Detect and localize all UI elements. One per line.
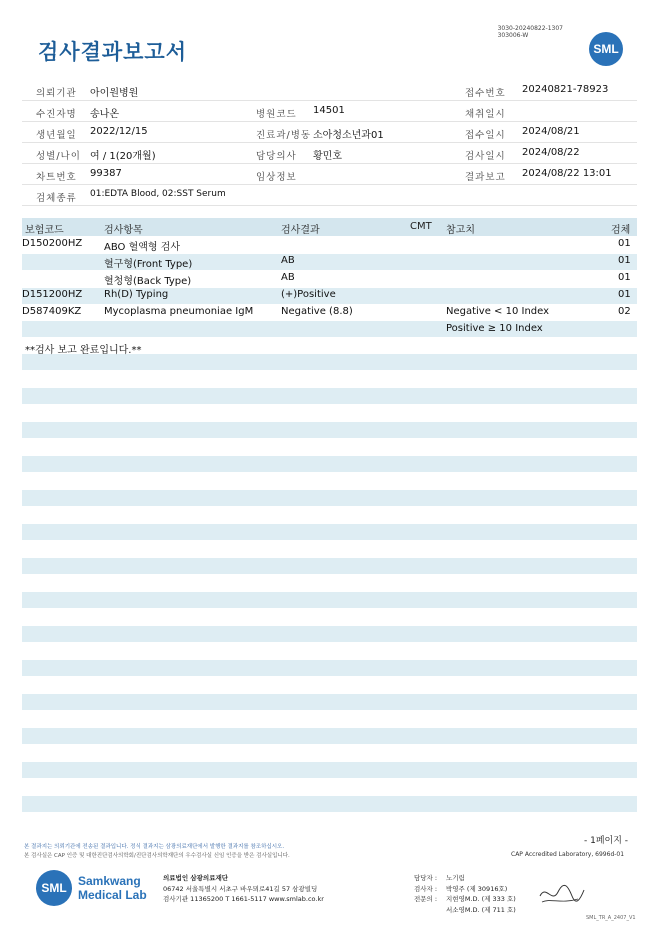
staff-list	[414, 873, 516, 915]
disclaimer-note: 본 결과지는 의뢰기관에 전송된 결과입니다. 정식 결과지는 삼광의료재단에서 발행한 결과지를 참조하십시오.	[24, 844, 285, 850]
cap-accreditation: CAP Accredited Laboratory, 6996d-01	[511, 851, 625, 858]
table-stripe	[22, 490, 637, 506]
signature-image	[538, 882, 586, 906]
table-stripe	[22, 626, 637, 642]
table-stripe	[22, 321, 637, 337]
staff-row: 서소영M.D. (제 711 호)	[446, 905, 516, 914]
table-stripe	[22, 796, 637, 812]
staff-row: 전문의 : 지현영M.D. (제 333 호)	[414, 895, 516, 903]
page-number: - 1페이지 -	[584, 836, 629, 846]
info-row-patient: 수진자명 송나온 병원코드 14501 채취일시	[22, 101, 637, 122]
sml-logo: SML	[589, 32, 623, 66]
sml-logo-footer: SML	[36, 870, 72, 906]
table-stripe	[22, 524, 637, 540]
info-row-birth: 생년월일 2022/12/15 진료과/병동 소아청소년과01 접수일시 2024/08/21	[22, 122, 637, 143]
organization-address: 의료법인 삼광의료재단 06742 서울특별시 서초구 바우뫼로41길 57 삼광빌딩 검사기관 11365200 T 1661-5117 www.smlab.co.kr	[163, 874, 324, 903]
table-stripe	[22, 354, 637, 370]
table-stripe	[22, 762, 637, 778]
results-table-header: 보험코드 검사항목 검사결과 CMT 참고치 검체	[22, 218, 637, 236]
table-stripe	[22, 558, 637, 574]
info-row-institution: 의뢰기관 아이원병원 접수번호 20240821-78923	[22, 80, 637, 101]
staff-row: 담당자 : 노기림	[414, 874, 465, 882]
info-row-sex-age: 성별/나이 여 / 1(20개월) 담당의사 황민호 검사일시 2024/08/22	[22, 143, 637, 164]
table-stripe	[22, 388, 637, 404]
table-stripe	[22, 694, 637, 710]
table-stripe	[22, 422, 637, 438]
report-complete-note: **검사 보고 완료입니다.**	[25, 345, 142, 356]
table-stripe	[22, 592, 637, 608]
info-row-chart: 차트번호 99387 임상정보 결과보고 2024/08/22 13:01	[22, 164, 637, 185]
document-code: 3030-20240822-1307 303006-W	[497, 25, 563, 39]
brand-name: Samkwang Medical Lab	[78, 874, 147, 902]
page-title: 검사결과보고서	[38, 40, 188, 64]
accreditation-note: 본 검사실은 CAP 인증 및 대한진단검사의학회/진단검사의학재단의 우수검사실 신임 인증을 받은 검사실입니다.	[24, 853, 290, 859]
staff-row: 검사자 : 박영주 (제 30916호)	[414, 884, 508, 893]
table-stripe	[22, 660, 637, 676]
info-row-specimen: 검체종류 01:EDTA Blood, 02:SST Serum	[22, 185, 637, 206]
table-stripe	[22, 728, 637, 744]
table-stripe	[22, 456, 637, 472]
form-version: SML_TR_A_2407_V1	[586, 915, 636, 921]
